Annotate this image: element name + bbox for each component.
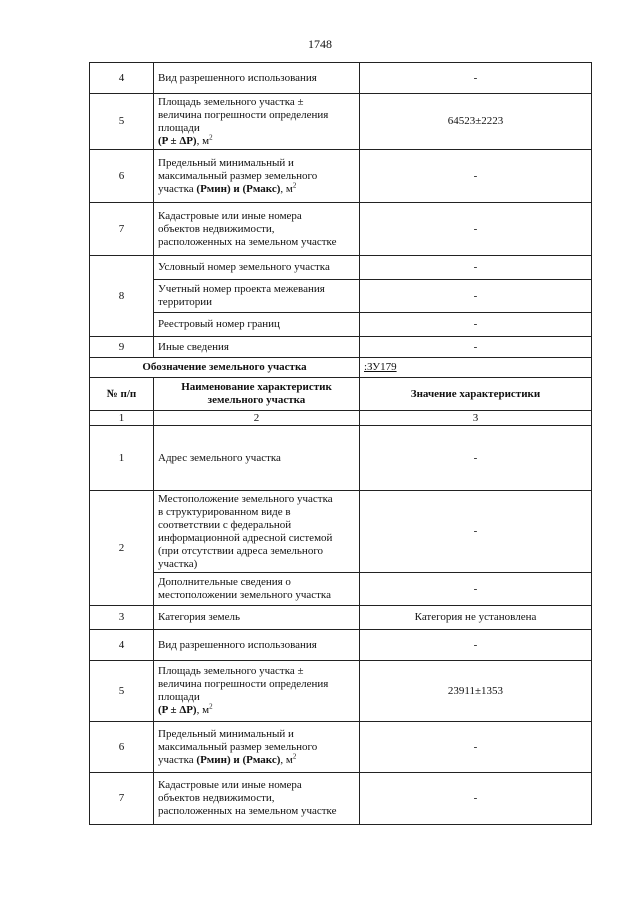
characteristic-value: - [360,313,592,337]
table-row [90,606,592,630]
name-line: Местоположение земельного участка [158,492,333,505]
characteristic-value: Категория не установлена [360,606,592,630]
designation-value-cell [360,358,592,378]
characteristic-name [154,661,360,722]
column-numbers-row [90,411,592,426]
characteristic-name [154,94,360,150]
name-line: Площадь земельного участка ± [158,95,304,108]
table-row [90,63,592,94]
characteristic-name: Условный номер земельного участка [154,256,360,280]
row-number: 3 [90,606,154,630]
name-line: максимальный размер земельного [158,740,318,753]
name-line: Учетный номер проекта межевания [158,283,325,295]
name-line: величина погрешности определения [158,108,329,121]
name-line: величина погрешности определения [158,678,329,690]
characteristic-value: - [360,773,592,825]
name-line: информационной адресной системой [158,531,333,544]
designation-value: :ЗУ179 [364,361,397,373]
characteristic-value: - [360,630,592,661]
table-row [90,773,592,825]
name-line: соответствии с федеральной [158,518,292,531]
row-number: 6 [90,722,154,773]
formula: (Рмин) и (Рмакс) [196,182,281,195]
row-number: 7 [90,203,154,256]
row-number: 5 [90,94,154,150]
formula: (P ± ΔP) [158,134,197,147]
table-row [90,491,592,573]
characteristic-value: - [360,722,592,773]
name-line: местоположении земельного участка [158,589,331,601]
row-number: 2 [90,491,154,606]
table-row [90,337,592,358]
name-line: Кадастровые или иные номера [158,209,302,222]
characteristic-value: - [360,63,592,94]
name-line: объектов недвижимости, [158,792,275,804]
table-row [90,722,592,773]
characteristic-name [154,491,360,573]
header-value: Значение характеристики [360,378,592,411]
characteristic-value: - [360,280,592,313]
column-number: 2 [154,411,360,426]
characteristic-name: Реестровый номер границ [154,313,360,337]
characteristic-name [154,722,360,773]
row-number: 1 [90,426,154,491]
table-row [90,203,592,256]
name-line: (при отсутствии адреса земельного [158,544,324,557]
characteristic-name [154,280,360,313]
header-row [90,378,592,411]
designation-row [90,358,592,378]
unit-exponent: 2 [209,702,213,711]
name-line: Предельный минимальный и [158,156,294,169]
table-row [90,630,592,661]
table-row [90,94,592,150]
row-number: 6 [90,150,154,203]
characteristic-name: Категория земель [154,606,360,630]
name-line: расположенных на земельном участке [158,235,337,248]
formula: (Рмин) и (Рмакс) [196,753,281,766]
name-line: площади [158,121,200,134]
characteristic-name [154,150,360,203]
table-row [90,313,592,337]
name-line: площади [158,691,200,703]
table-row [90,280,592,313]
unit-exponent: 2 [292,180,297,189]
row-number: 4 [90,63,154,94]
header-name [154,378,360,411]
row-number: 8 [90,256,154,337]
characteristic-value: - [360,203,592,256]
row-number: 7 [90,773,154,825]
characteristic-name: Вид разрешенного использования [154,630,360,661]
name-line: расположенных на земельном участке [158,805,337,817]
row-number: 5 [90,661,154,722]
header-num: № п/п [90,378,154,411]
unit: , м [280,182,293,195]
characteristic-value: - [360,491,592,573]
unit-exponent: 2 [292,751,297,760]
row-number: 4 [90,630,154,661]
land-plot-table [89,62,592,825]
characteristic-name: Иные сведения [154,337,360,358]
header-line: Наименование характеристик [181,381,332,393]
characteristic-name: Вид разрешенного использования [154,63,360,94]
name-line: в структурированном виде в [158,505,291,518]
characteristic-value: 23911±1353 [360,661,592,722]
characteristic-name: Адрес земельного участка [154,426,360,491]
name-line: участка [158,182,197,195]
unit-exponent: 2 [209,132,213,141]
table-row [90,573,592,606]
name-line: максимальный размер земельного [158,169,318,182]
characteristic-name [154,203,360,256]
characteristic-value: - [360,573,592,606]
name-line: Предельный минимальный и [158,727,294,740]
designation-label: Обозначение земельного участка [90,358,360,378]
unit: , м [196,134,210,147]
characteristic-value: - [360,256,592,280]
name-line: территории [158,296,213,308]
row-number: 9 [90,337,154,358]
column-number: 1 [90,411,154,426]
name-line: Площадь земельного участка ± [158,665,304,677]
unit: , м [280,753,293,766]
name-line: участка [158,753,197,766]
characteristic-name [154,573,360,606]
column-number: 3 [360,411,592,426]
characteristic-name [154,773,360,825]
characteristic-value: - [360,426,592,491]
characteristic-value: 64523±2223 [360,94,592,150]
name-line: участка) [158,557,198,570]
table-row [90,661,592,722]
characteristic-value: - [360,337,592,358]
header-line: земельного участка [207,394,306,406]
unit: , м [196,704,210,716]
name-line: Дополнительные сведения о [158,576,291,588]
name-line: объектов недвижимости, [158,222,275,235]
table-row [90,256,592,280]
table-row [90,426,592,491]
characteristic-value: - [360,150,592,203]
page-number: 1748 [308,37,332,51]
name-line: Кадастровые или иные номера [158,779,302,791]
table-row [90,150,592,203]
formula: (P ± ΔP) [158,704,197,716]
